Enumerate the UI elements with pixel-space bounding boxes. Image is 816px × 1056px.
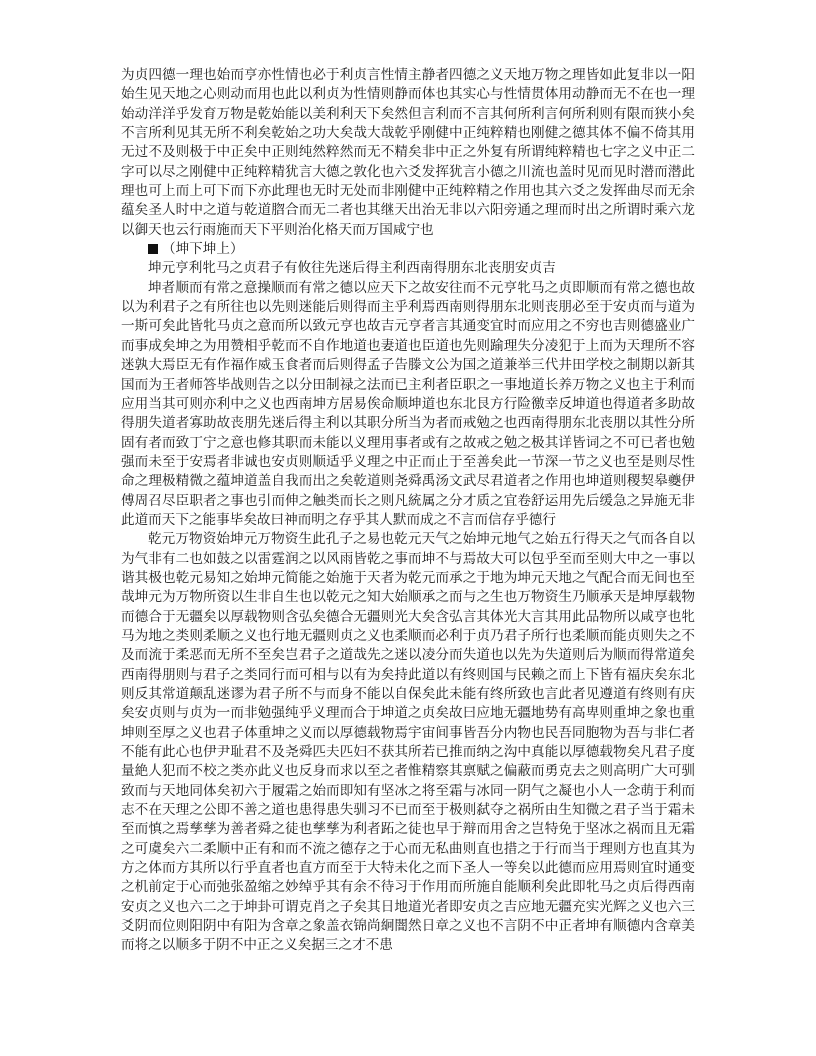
black-square-bullet-icon bbox=[148, 244, 158, 254]
paragraph-kun-commentary: 坤者顺而有常之意操顺而有常之德以应天下之故安往而不元亨牝马之贞即顺而有常之德也故以为利君子之有所往也以先则迷能后则得而主乎利焉西南则得朋东北则丧朋必至于安贞而与道为一斯可矣此皆牝马贞之意而所以致元亨也故吉元亨者言其通变宜时而应用之不穷也吉则德盛业广而事成矣坤之为用赞相乎乾而不自作地道也妻道也臣道也先则踰理失分凌犯于上而为天理所不容迷孰大焉臣无有作福作威玉食者而后则得孟子告滕文公为国之道兼举三代井田学校之制期以新其国而为王者师答毕战则告之以分田制禄之法而已主利者臣职之一事地道长养万物之义也主于利而应用当其可则亦利中之义也西南坤方居易俟命顺坤道也东北艮方行险徼幸反坤道也得道者多助故得朋失道者寡助故丧朋先迷后得主利以其职分所当为者而戒勉之也西南得朋东北丧朋以其性分所固有者而致丁宁之意也修其职而未能以义理用事者或有之故戒之勉之极其详皆词之不可已者也勉强而未至于安焉者非诚也安贞则顺适乎义理之中正而止于至善矣此一节深一节之义也至是则尽性命之理极精微之蕴坤道盖自我而出之矣乾道则尧舜禹汤文武尽君道者之作用也坤道则稷契皋夔伊傅周召尽臣职者之事也引而伸之触类而长之则凡統属之分才质之宜卷舒运用先后缓急之异施无非此道而天下之能事毕矣故曰神而明之存乎其人默而成之不言而信存乎德行 bbox=[121, 279, 695, 528]
section-heading-kun bbox=[121, 240, 695, 259]
section-heading-label: （坤下坤上） bbox=[162, 241, 244, 258]
paragraph-qian-commentary: 为贞四德一理也始而亨亦性情也必于利贞言性情主静者四德之义天地万物之理皆如此复非以一阳始生见天地之心则动而用也此以利贞为性情则静而体也其实心与性情贯体用动静而无不在也一理始动洋洋乎发育万物是乾始能以美利利天下矣然但言利而不言其何所利言何所利则有限而狭小矣不言所利见其无所不利矣乾始之功大矣哉大哉乾乎刚健中正纯粹精也刚健之德其体不偏不倚其用无过不及则极于中正矣中正则纯然粹然而无不精矣非中正之外复有所谓纯粹精也七字之义中正二字可以尽之刚健中正纯粹精犹言大德之敦化也六爻发挥犹言小德之川流也盖时见而见时潜而潜此理也可上而上可下而下亦此理也无时无处而非刚健中正纯粹精之作用也其六爻之发挥曲尽而无余蕴矣圣人时中之道与乾道脗合而无二者也其继天出治无非以六阳旁通之理而时出之所谓时乘六龙以御天也云行雨施而天下平则治化格天而万国咸宁也 bbox=[121, 67, 695, 238]
paragraph-kun-yuan: 乾元万物资始坤元万物资生此孔子之易也乾元天气之始坤元地气之始五行得天之气而各自以为气非有二也如鼓之以雷霆润之以风雨皆乾之事而坤不与焉故大可以包乎至而至则大中之一事以谐其极也乾元易知之始坤元简能之始施于天者为乾元而承之于地为坤元天地之气配合而无间也至哉坤元为万物所资以生非自生也以乾元之知大始顺承之而与之生也万物资生乃顺承天是坤厚载物而德合于无疆矣以厚载物则含弘矣德合无疆则光大矣含弘言其体光大言其用此品物所以咸亨也牝马为地之类则柔顺之义也行地无疆则贞之义也柔顺而必利于贞乃君子所行也柔顺而能贞则失之不及而流于柔恶而无所不至矣岂君子之道哉先之迷以凌分而失道也以先为失道则后为顺而得常道矣西南得朋则与君子之类同行而可相与以有为矣持此道以有终则国与民赖之而上下皆有福庆矣东北则反其常道颠乱迷谬为君子所不与而身不能以自保矣此未能有终所致也言此者见遵道有终则有庆矣安贞则与贞为一而非勉强纯乎义理而合于坤道之贞矣故曰应地无疆地势有高卑则重坤之象也重坤则至厚之义也君子体重坤之义而以厚德载物焉宇宙间事皆吾分内物也民吾同胞物为吾与非仁者不能有此心也伊尹耻君不及尧舜匹夫匹妇不获其所若已推而纳之沟中真能以厚德载物矣凡君子度量絶人犯而不校之类亦此义也反身而求以至之者惟精察其禀赋之偏蔽而勇克去之则高明广大可驯致而与天地同体矣初六于履霜之始而即知有坚冰之将至霜与冰同一阴气之凝也小人一念萌于利而志不在天理之公即不善之道也患得患失驯习不已而至于极则弑夺之祸所由生知微之君子当于霜未至而慎之焉孳孳为善者舜之徒也孳孳为利者跖之徒也早于辩而用舍之岂特免于坚冰之祸而且无霜之可虞矣六二柔顺中正有和而不流之德存之于心而无私曲则直也措之于行而当于理则方也直其为方之体而方其所以行乎直者也直方而至于大特未化之而下圣人一等矣以此德而应用焉则宜时通变之机前定于心而弛张盈缩之妙绰乎其有余不待习于作用而所施自能顺利矣此即牝马之贞后得西南安贞之义也六二之于坤卦可谓克肖之子矣其日地道光者即安贞之吉应地无疆充实光辉之义也六三爻阴而位则阳阴中有阳为含章之象盖衣锦尚絅闇然日章之义也不言阴不中正者坤有顺德内含章美而将之以顺多于阴不中正之义矣据三之才不患 bbox=[121, 531, 695, 954]
document-page bbox=[121, 66, 695, 956]
paragraph-kun-judgment: 坤元亨利牝马之贞君子有攸往先迷后得主利西南得朋东北丧朋安贞吉 bbox=[148, 260, 556, 277]
